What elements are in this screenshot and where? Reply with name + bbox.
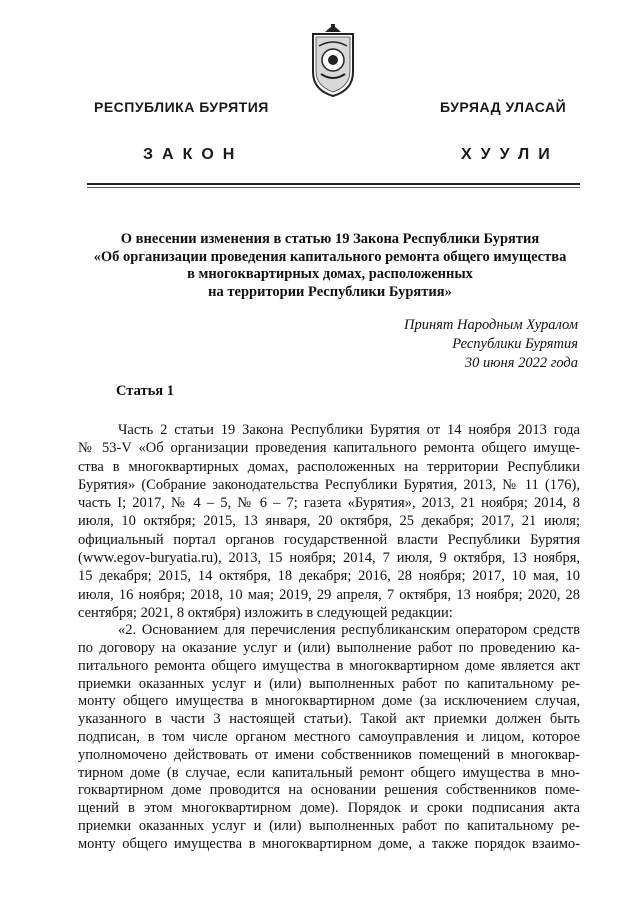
paragraph-line: монту общего имущества в многоквартирном доме, а также порядок взаимо- — [78, 835, 580, 852]
paragraph-line: гоквартирном доме проводится на основании решения собственников поме- — [78, 782, 580, 799]
paragraph-line: 15 декабря; 2015, 14 октября, 18 декабря; 2016, 28 ноября; 2017, 10 мая, 10 — [78, 568, 580, 585]
region-name-buryat: БУРЯАД УЛАСАЙ — [440, 99, 567, 115]
paragraph-line: ства в многоквартирных домах, расположенных на территории Республики — [78, 458, 580, 475]
paragraph-line: уполномочено действовать от имени собственников помещений в многоквар- — [78, 746, 580, 763]
paragraph-line: сентября; 2021, 8 октября) изложить в следующей редакции: — [78, 604, 453, 621]
paragraph-line: июля, 10 октября; 2015, 13 января, 20 октября, 25 декабря; 2017, 21 июля; — [78, 513, 580, 530]
paragraph-line: по договору на оказание услуг и (или) выполнение работ по проведению ка- — [78, 640, 580, 657]
paragraph-line: подписан, в том числе органом местного самоуправления и лицом, которое — [78, 729, 580, 746]
paragraph-line: часть I; 2017, № 4 – 5, № 6 – 7; газета «Бурятия», 2013, 21 ноября; 2014, 8 — [78, 495, 580, 512]
adoption-note — [404, 316, 578, 373]
article-heading: Статья 1 — [116, 383, 174, 399]
law-title-line: О внесении изменения в статью 19 Закона Республики Бурятия — [120, 231, 540, 247]
region-name-russian: РЕСПУБЛИКА БУРЯТИЯ — [94, 99, 269, 115]
quoted-amendment — [78, 622, 580, 853]
law-title-line: «Об организации проведения капитального ремонта общего имущества — [93, 248, 567, 265]
paragraph-line: (www.egov-buryatia.ru), 2013, 15 ноября; 2014, 7 июля, 9 октября, 13 ноября, — [78, 550, 580, 567]
header-divider-thick — [87, 183, 580, 185]
paragraph-line: питального ремонта общего имущества в многоквартирном доме является акт — [78, 657, 580, 674]
paragraph-line: приемки оказанных услуг и (или) выполненных работ по капитальному ре- — [78, 818, 580, 835]
paragraph-line: официальный портал органов государственной власти Республики Бурятия — [78, 531, 580, 548]
paragraph-line: № 53-V «Об организации проведения капитального ремонта общего имуще- — [78, 440, 580, 457]
article-body — [78, 421, 580, 854]
paragraph-line: указанного в части 3 настоящей статьи). Такой акт приемки должен быть — [78, 711, 580, 728]
document-type-buryat: ХУУЛИ — [461, 146, 559, 163]
document-type-russian: ЗАКОН — [143, 146, 244, 163]
paragraph-line: июля, 16 ноября; 2018, 10 мая; 2019, 29 апреля, 7 октября, 13 ноября; 2020, 28 — [78, 586, 580, 603]
paragraph-line: щений в этом многоквартирном доме). Порядок и сроки подписания акта — [78, 800, 580, 817]
paragraph-line: тирном доме (в случае, если капитальный ремонт общего имущества в мно- — [78, 764, 580, 781]
paragraph-line: монту общего имущества в многоквартирном доме (за исключением случая, — [78, 693, 580, 710]
header-divider-thin — [87, 187, 580, 188]
paragraph-line: Часть 2 статьи 19 Закона Республики Бурятия от 14 ноября 2013 года — [118, 422, 580, 438]
paragraph-line: приемки оказанных услуг и (или) выполненных работ по капитальному ре- — [78, 675, 580, 692]
paragraph-line: «2. Основанием для перечисления республиканским оператором средств — [118, 622, 580, 639]
paragraph-line: Бурятия» (Собрание законодательства Республики Бурятия, 2013, № 11 (176), — [78, 476, 580, 493]
adoption-line: Республики Бурятия — [452, 336, 578, 352]
law-title-line: в многоквартирных домах, расположенных — [187, 266, 473, 282]
law-title — [70, 231, 590, 301]
law-title-line: на территории Республики Бурятия» — [208, 283, 452, 300]
adoption-date: 30 июня 2022 года — [464, 355, 578, 371]
adoption-line: Принят Народным Хуралом — [403, 317, 578, 333]
coat-of-arms-emblem — [303, 24, 363, 98]
